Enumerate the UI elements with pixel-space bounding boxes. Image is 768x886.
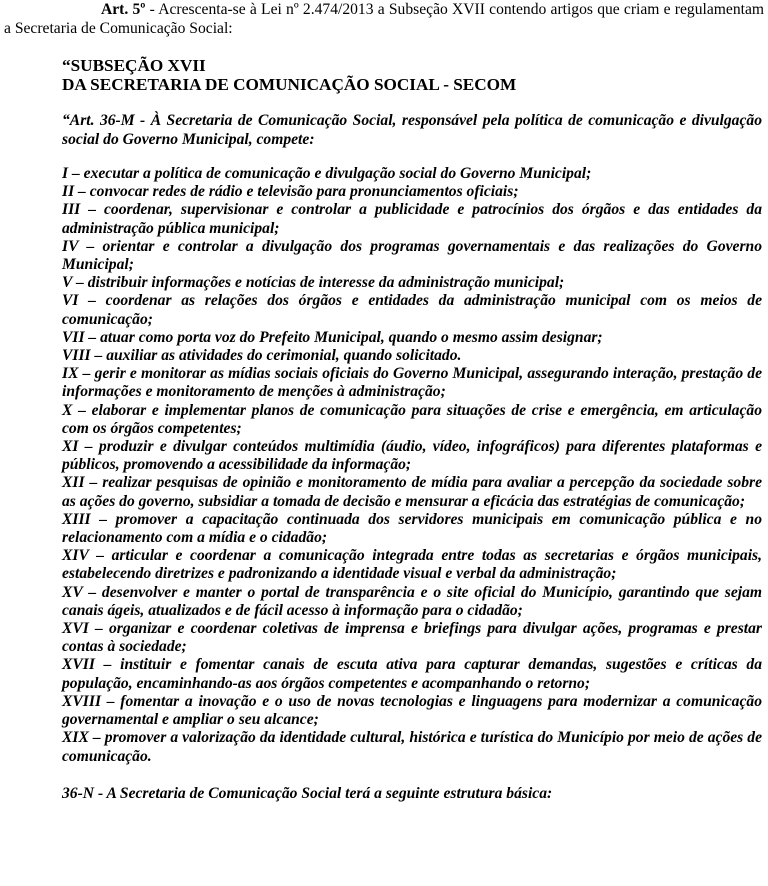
subsecao-subtitle: DA SECRETARIA DE COMUNICAÇÃO SOCIAL - SECOM bbox=[62, 75, 517, 94]
document-body bbox=[62, 56, 762, 803]
list-item: XVIII – fomentar a inovação e o uso de novas tecnologias e linguagens para modernizar a comunicação governamental e ampliar o seu alcance; bbox=[62, 692, 762, 729]
list-item: X – elaborar e implementar planos de comunicação para situações de crise e emergência, em articulação com os órgãos competentes; bbox=[62, 401, 762, 437]
list-item: VI – coordenar as relações dos órgãos e entidades da administração municipal com os meios de comunicação; bbox=[62, 292, 762, 328]
subsecao-title: “SUBSEÇÃO XVII bbox=[62, 56, 206, 75]
list-item: V – distribuir informações e notícias de interesse da administração municipal; bbox=[62, 274, 565, 292]
list-item: II – convocar redes de rádio e televisão para pronunciamentos oficiais; bbox=[62, 183, 519, 201]
intro-art-label: Art. 5º bbox=[101, 1, 146, 18]
intro-paragraph bbox=[4, 0, 764, 38]
list-item: I – executar a política de comunicação e divulgação social do Governo Municipal; bbox=[62, 165, 592, 182]
list-item: VIII – auxiliar as atividades do cerimonial, quando solicitado. bbox=[62, 347, 462, 365]
list-item: XIV – articular e coordenar a comunicação integrada entre todas as secretarias e órgãos municipais, estabelecendo diretrizes e padronizando a identidade visual e verbal da administração; bbox=[62, 547, 762, 583]
article-36m-caput: “Art. 36-M - À Secretaria de Comunicação Social, responsável pela política de comunicação e divulgação social do Governo Municipal, compete: bbox=[62, 112, 762, 148]
intro-text: - Acrescenta-se à Lei nº 2.474/2013 a Subseção XVII contendo artigos que criam e regulamentam a Secretaria de Comunicação Social: bbox=[4, 1, 764, 37]
list-item: XII – realizar pesquisas de opinião e monitoramento de mídia para avaliar a percepção da sociedade sobre as ações do governo, subsidiar a tomada de decisão e mensurar a eficácia das estratégias de comunicação; bbox=[62, 474, 762, 510]
article-36m-items bbox=[62, 165, 762, 766]
list-item: XV – desenvolver e manter o portal de transparência e o site oficial do Município, garantindo que sejam canais ágeis, atualizados e de fácil acesso à informação para o cidadão; bbox=[62, 583, 762, 619]
list-item: IV – orientar e controlar a divulgação dos programas governamentais e das realizações do Governo Municipal; bbox=[62, 237, 762, 274]
subsecao-heading bbox=[62, 56, 762, 94]
list-item: XIII – promover a capacitação continuada dos servidores municipais em comunicação pública e no relacionamento com a mídia e o cidadão; bbox=[62, 510, 762, 547]
list-item: XVII – instituir e fomentar canais de escuta ativa para capturar demandas, sugestões e críticas da população, encaminhando-as aos órgãos competentes e acompanhando o retorno; bbox=[62, 656, 762, 692]
list-item: XI – produzir e divulgar conteúdos multimídia (áudio, vídeo, infográficos) para diferentes plataformas e públicos, promovendo a acessibilidade da informação; bbox=[62, 438, 762, 474]
list-item: XVI – organizar e coordenar coletivas de imprensa e briefings para divulgar ações, programas e prestar contas à sociedade; bbox=[62, 620, 762, 656]
article-36n: 36-N - A Secretaria de Comunicação Social terá a seguinte estrutura básica: bbox=[62, 784, 553, 802]
list-item: III – coordenar, supervisionar e controlar a publicidade e patrocínios dos órgãos e das entidades da administração pública municipal; bbox=[62, 201, 762, 237]
list-item: IX – gerir e monitorar as mídias sociais oficiais do Governo Municipal, assegurando interação, prestação de informações e monitoramento de menções à administração; bbox=[62, 365, 762, 401]
list-item: XIX – promover a valorização da identidade cultural, histórica e turística do Município por meio de ações de comunicação. bbox=[62, 729, 762, 765]
list-item: VII – atuar como porta voz do Prefeito Municipal, quando o mesmo assim designar; bbox=[62, 328, 603, 346]
